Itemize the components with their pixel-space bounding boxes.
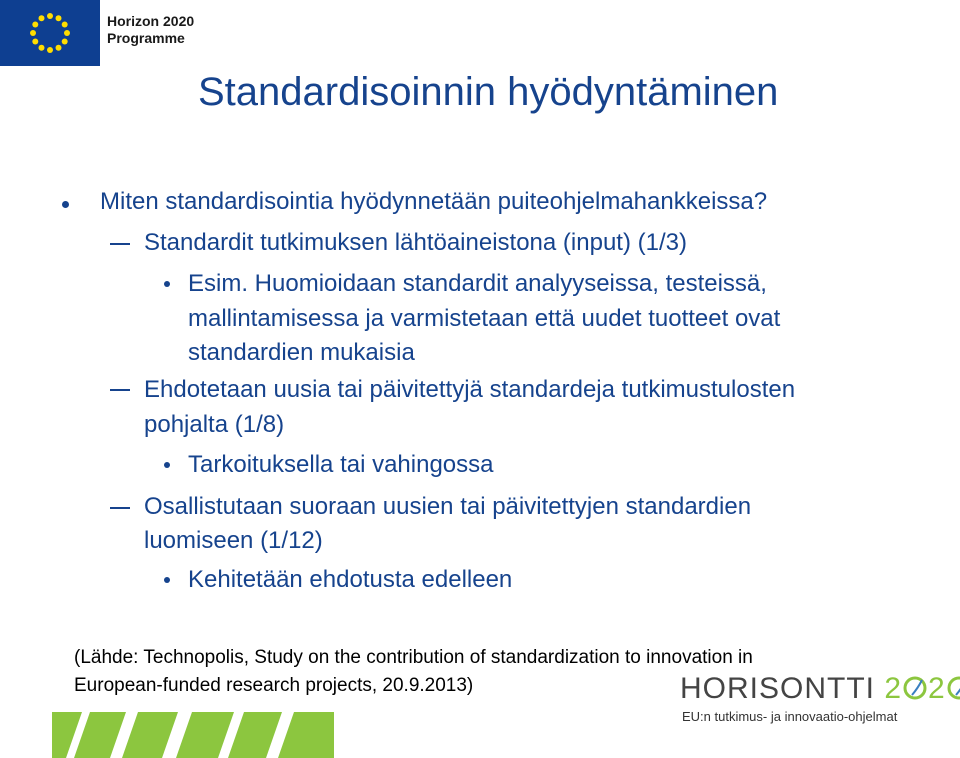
logo-zero-ring-icon (902, 676, 928, 700)
subsubitem-line: standardien mukaisia (188, 339, 415, 366)
subitem-line: Osallistutaan suoraan uusien tai päivitettyjen standardien (144, 493, 752, 520)
logo-zero-ring-icon (946, 676, 960, 700)
subsubitem-line: Esim. Huomioidaan standardit analyyseissa, testeissä, (188, 270, 767, 297)
subsubitem-line: mallintamisessa ja varmistetaan että uudet tuotteet ovat (188, 305, 781, 332)
bullet-dot (62, 201, 69, 208)
subitem-line: luomiseen (1/12) (144, 527, 323, 554)
subsubitem-text: Kehitetään ehdotusta edelleen (188, 566, 513, 593)
logo-subtitle: EU:n tutkimus- ja innovaatio-ohjelmat (682, 709, 898, 724)
green-stripes-decoration (52, 712, 334, 758)
dash-marker (110, 243, 130, 245)
logo-year-2-second: 2 (928, 672, 946, 705)
source-citation (74, 644, 753, 700)
slide-title: Standardisoinnin hyödyntäminen (198, 70, 779, 114)
dash-marker (110, 389, 130, 391)
source-line-2: European-funded research projects, 20.9.2013) (74, 675, 474, 696)
bullet-dot (164, 577, 170, 583)
eu-flag (0, 0, 100, 66)
eu-stars-icon (0, 0, 100, 66)
subitem-text: Standardit tutkimuksen lähtöaineistona (input) (1/3) (144, 229, 687, 256)
horisontti-logo (680, 672, 960, 706)
bullet-text: Miten standardisointia hyödynnetään puiteohjelmahankkeissa? (100, 188, 768, 215)
subitem-line: pohjalta (1/8) (144, 411, 285, 438)
programme-label (107, 13, 194, 47)
bullet-dot (164, 462, 170, 468)
logo-word: HORISONTTI (680, 672, 875, 705)
programme-line-2: Programme (107, 30, 185, 46)
bullet-dot (164, 281, 170, 287)
logo-year-2: 2 (884, 672, 903, 705)
source-line-1: (Lähde: Technopolis, Study on the contribution of standardization to innovation in (74, 647, 753, 668)
programme-line-1: Horizon 2020 (107, 13, 195, 29)
subitem-line: Ehdotetaan uusia tai päivitettyjä standardeja tutkimustulosten (144, 376, 796, 403)
subsubitem-text: Tarkoituksella tai vahingossa (188, 451, 494, 478)
dash-marker (110, 507, 130, 509)
